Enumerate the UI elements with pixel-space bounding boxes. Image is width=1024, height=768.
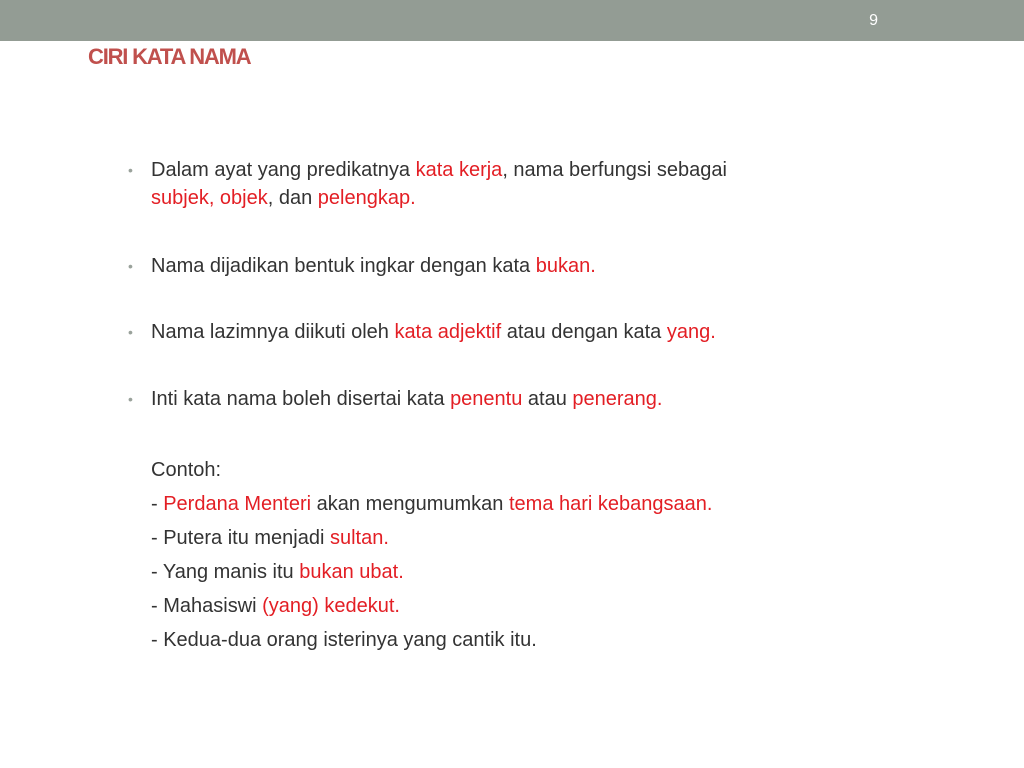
bullet-dot-icon: • xyxy=(128,391,133,407)
example-text: - Putera itu menjadi xyxy=(151,527,330,549)
bullet-dot-icon: • xyxy=(128,162,133,178)
highlight-term: kata kerja xyxy=(415,159,503,181)
slide-number: 9 xyxy=(869,12,878,29)
bullet-text: atau dengan kata xyxy=(501,321,667,343)
example-text: - Yang manis itu xyxy=(151,561,300,583)
highlight-term: bukan ubat. xyxy=(299,561,404,583)
bullet-text: atau xyxy=(522,388,573,410)
highlight-term: tema hari kebangsaan. xyxy=(508,493,713,515)
highlight-term: kata adjektif xyxy=(394,321,502,343)
highlight-term: subjek, objek xyxy=(151,187,268,209)
bullet-dot-icon: • xyxy=(128,324,133,340)
bullet-item xyxy=(128,318,908,346)
header-bar xyxy=(0,0,1024,41)
highlight-term: (yang) kedekut. xyxy=(262,595,400,617)
example-text: akan mengumumkan xyxy=(311,493,509,515)
example-line xyxy=(151,623,908,657)
bullet-text: Nama lazimnya diikuti oleh xyxy=(151,321,395,343)
example-text: - Mahasiswi xyxy=(151,595,263,617)
example-line xyxy=(151,521,908,555)
highlight-term: yang. xyxy=(666,321,716,343)
highlight-term: pelengkap. xyxy=(317,187,416,209)
highlight-term: sultan. xyxy=(329,527,389,549)
example-line xyxy=(151,487,908,521)
slide-content xyxy=(128,156,908,657)
bullet-dot-icon: • xyxy=(128,258,133,274)
example-line xyxy=(151,555,908,589)
example-text: - xyxy=(151,493,164,515)
bullet-text: , nama berfungsi sebagai xyxy=(502,159,727,181)
bullet-text: Nama dijadikan bentuk ingkar dengan kata xyxy=(151,255,536,277)
bullet-text: Inti kata nama boleh disertai kata xyxy=(151,388,451,410)
highlight-term: bukan. xyxy=(535,255,596,277)
examples-heading: Contoh: xyxy=(151,459,222,481)
highlight-term: penerang. xyxy=(572,388,663,410)
examples-block xyxy=(128,453,908,657)
bullet-text: Dalam ayat yang predikatnya xyxy=(151,159,416,181)
highlight-term: Perdana Menteri xyxy=(163,493,312,515)
slide-title: CIRI KATA NAMA xyxy=(88,44,251,69)
bullet-item xyxy=(128,385,908,413)
bullet-text: , dan xyxy=(267,187,318,209)
example-text: - Kedua-dua orang isterinya yang cantik itu. xyxy=(151,629,537,651)
highlight-term: penentu xyxy=(450,388,523,410)
bullet-item xyxy=(128,252,908,280)
bullet-item xyxy=(128,156,908,212)
example-line xyxy=(151,589,908,623)
